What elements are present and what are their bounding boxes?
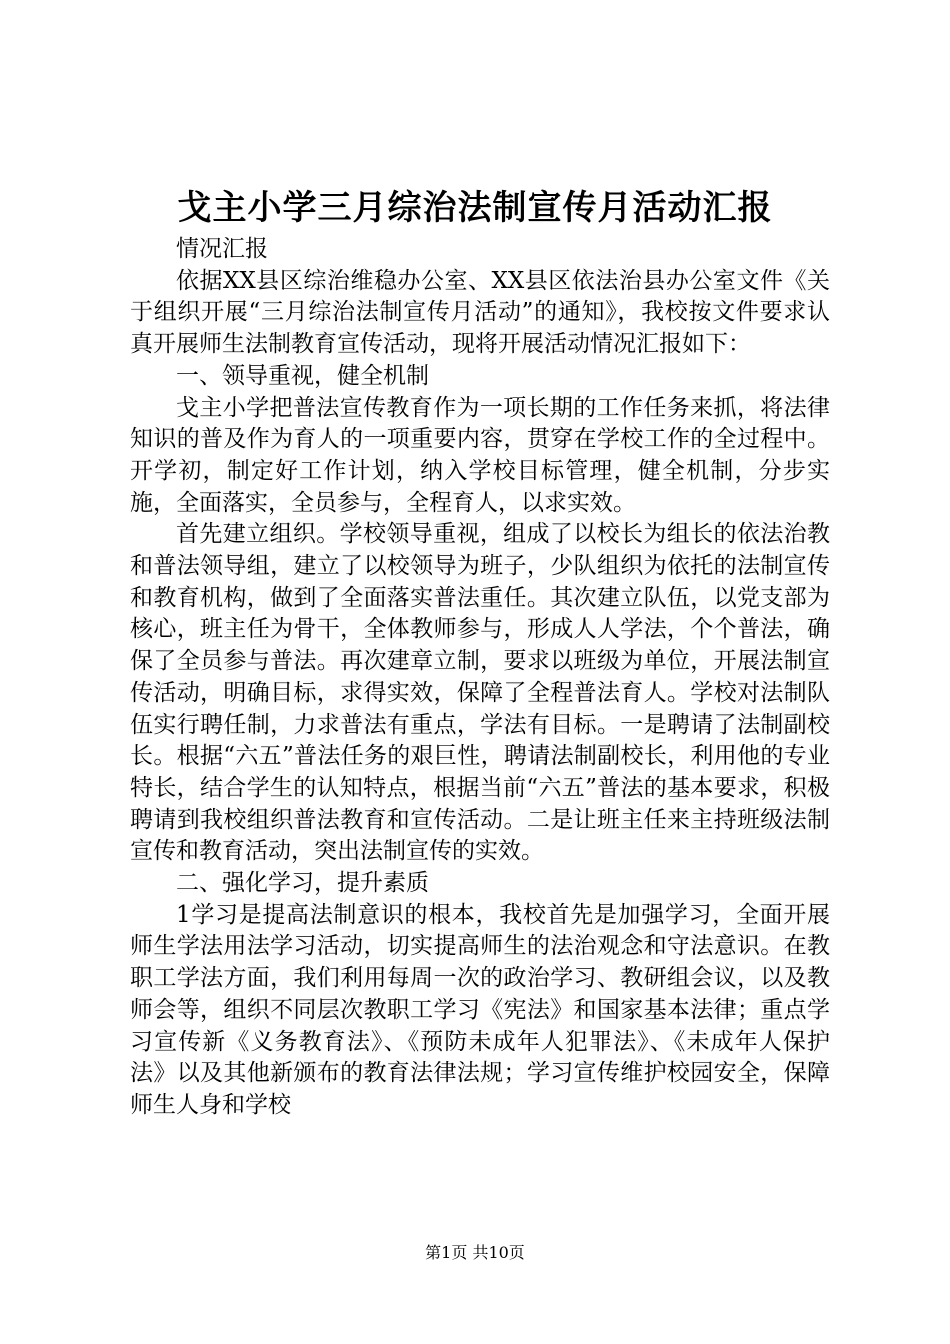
document-body: [130, 234, 830, 1122]
paragraph-section-2-a: 1学习是提高法制意识的根本，我校首先是加强学习，全面开展师生学法用法学习活动，切实提高师生的法治观念和守法意识。在教职工学法方面，我们利用每周一次的政治学习、教研组会议，以及教师会等，组织不同层次教职工学习《宪法》和国家基本法律；重点学习宣传新《义务教育法》、《预防未成年人犯罪法》、《未成年人保护法》以及其他新颁布的教育法律法规；学习宣传维护校园安全，保障师生人身和学校: [130, 901, 830, 1118]
paragraph-section-1-b: 首先建立组织。学校领导重视，组成了以校长为组长的依法治教和普法领导组，建立了以校领导为班子，少队组织为依托的法制宣传和教育机构，做到了全面落实普法重任。其次建立队伍，以党支部为核心，班主任为骨干，全体教师参与，形成人人学法，个个普法，确保了全员参与普法。再次建章立制，要求以班级为单位，开展法制宣传活动，明确目标，求得实效，保障了全程普法育人。学校对法制队伍实行聘任制，力求普法有重点，学法有目标。一是聘请了法制副校长。根据“六五”普法任务的艰巨性，聘请法制副校长，利用他的专业特长，结合学生的认知特点，根据当前“六五”普法的基本要求，积极聘请到我校组织普法教育和宣传活动。二是让班主任来主持班级法制宣传和教育活动，突出法制宣传的实效。: [130, 521, 830, 865]
paragraph-intro-heading: 情况汇报: [176, 236, 268, 262]
paragraph-section-1-a: 戈主小学把普法宣传教育作为一项长期的工作任务来抓，将法律知识的普及作为育人的一项重要内容，贯穿在学校工作的全过程中。开学初，制定好工作计划，纳入学校目标管理，健全机制，分步实施，全面落实，全员参与，全程育人，以求实效。: [130, 394, 830, 516]
document-title: 戈主小学三月综治法制宣传月活动汇报: [177, 188, 773, 228]
paragraph-basis: 依据XX县区综治维稳办公室、XX县区依法治县办公室文件《关于组织开展“三月综治法制宣传月活动”的通知》，我校按文件要求认真开展师生法制教育宣传活动，现将开展活动情况汇报如下：: [130, 267, 830, 358]
section-heading-1: 一、领导重视，健全机制: [176, 362, 429, 389]
section-heading-2: 二、强化学习，提升素质: [176, 870, 429, 897]
page-number-footer: 第1页 共10页: [425, 1243, 525, 1262]
